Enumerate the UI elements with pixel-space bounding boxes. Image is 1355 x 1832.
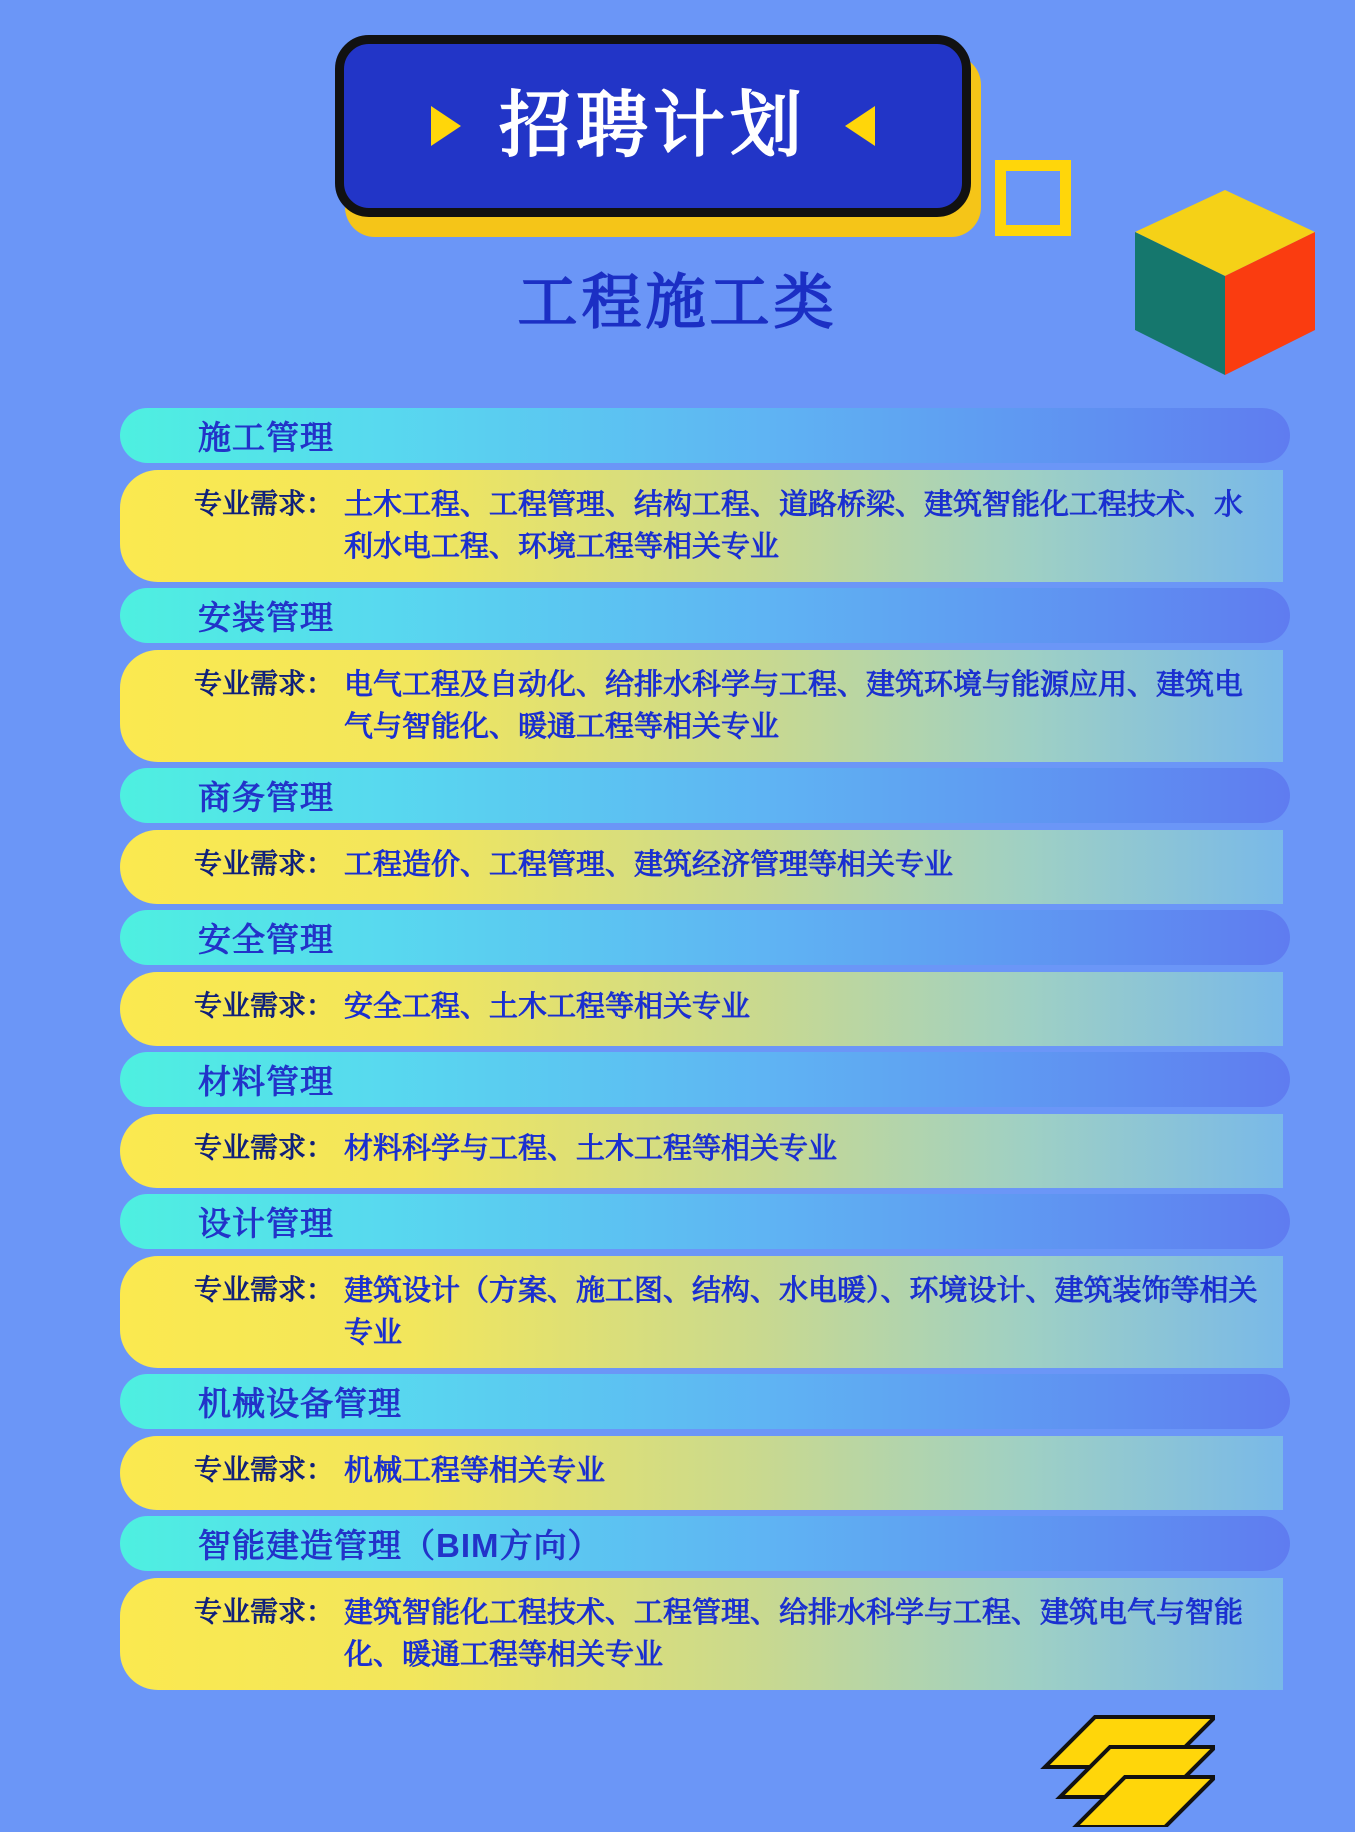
play-triangle-left-icon	[845, 106, 875, 146]
requirement-label: 专业需求：	[194, 1132, 335, 1164]
job-title: 材料管理	[198, 1063, 334, 1101]
job-title-bar[interactable]	[120, 910, 1290, 965]
poster-header	[0, 0, 1355, 336]
requirement-text: 建筑智能化工程技术、工程管理、给排水科学与工程、建筑电气与智能化、暖通工程等相关专业	[344, 1597, 1244, 1672]
requirement-text: 安全工程、土木工程等相关专业	[344, 991, 751, 1024]
job-group	[0, 1516, 1355, 1690]
stacked-bars-decoration-icon	[1025, 1707, 1215, 1827]
banner	[335, 35, 971, 217]
job-title: 施工管理	[198, 419, 334, 456]
requirement-text: 机械工程等相关专业	[344, 1455, 606, 1488]
requirement-text: 土木工程、工程管理、结构工程、道路桥梁、建筑智能化工程技术、水利水电工程、环境工程等相关专业	[344, 489, 1244, 564]
job-title-bar[interactable]	[120, 1052, 1290, 1107]
job-group	[0, 1052, 1355, 1188]
play-triangle-right-icon	[431, 106, 461, 146]
job-group	[0, 1194, 1355, 1368]
job-requirement-bar	[120, 470, 1283, 582]
requirement-text: 电气工程及自动化、给排水科学与工程、建筑环境与能源应用、建筑电气与智能化、暖通工程等相关专业	[344, 669, 1244, 744]
job-title-bar[interactable]	[120, 768, 1290, 823]
job-title: 商务管理	[198, 779, 334, 817]
job-requirement-bar	[120, 1114, 1283, 1188]
requirement-label: 专业需求：	[194, 1454, 335, 1486]
job-title: 智能建造管理（BIM方向）	[198, 1527, 602, 1565]
job-title-bar[interactable]	[120, 1516, 1290, 1571]
requirement-label: 专业需求：	[194, 668, 335, 700]
requirement-label: 专业需求：	[194, 848, 335, 880]
requirement-label: 专业需求：	[194, 488, 335, 519]
job-title: 设计管理	[198, 1205, 334, 1243]
job-title-bar[interactable]	[120, 1374, 1290, 1429]
requirement-text: 材料科学与工程、土木工程等相关专业	[344, 1133, 838, 1166]
job-requirement-bar	[120, 650, 1283, 762]
yellow-square-outline-icon	[995, 160, 1071, 236]
job-title-bar[interactable]	[120, 408, 1290, 463]
job-title: 安全管理	[198, 921, 334, 959]
job-requirement-bar	[120, 1578, 1283, 1690]
job-requirement-bar	[120, 972, 1283, 1046]
requirement-text: 建筑设计（方案、施工图、结构、水电暖）、环境设计、建筑装饰等相关专业	[344, 1275, 1258, 1350]
job-title: 安装管理	[198, 599, 334, 637]
job-title: 机械设备管理	[198, 1385, 402, 1423]
job-requirement-bar	[120, 830, 1283, 904]
requirement-label: 专业需求：	[194, 1596, 335, 1628]
requirement-label: 专业需求：	[194, 990, 335, 1022]
job-group	[0, 1374, 1355, 1510]
job-group	[0, 588, 1355, 762]
banner-title: 招聘计划	[498, 86, 807, 166]
job-requirement-bar	[120, 1256, 1283, 1368]
job-group	[0, 408, 1355, 582]
page-subtitle: 工程施工类	[517, 269, 838, 336]
requirement-text: 工程造价、工程管理、建筑经济管理等相关专业	[344, 849, 954, 882]
job-requirement-bar	[120, 1436, 1283, 1510]
job-title-bar[interactable]	[120, 1194, 1290, 1249]
job-title-bar[interactable]	[120, 588, 1290, 643]
job-group	[0, 768, 1355, 904]
requirement-label: 专业需求：	[194, 1274, 335, 1306]
job-group	[0, 910, 1355, 1046]
job-list	[0, 408, 1355, 1696]
